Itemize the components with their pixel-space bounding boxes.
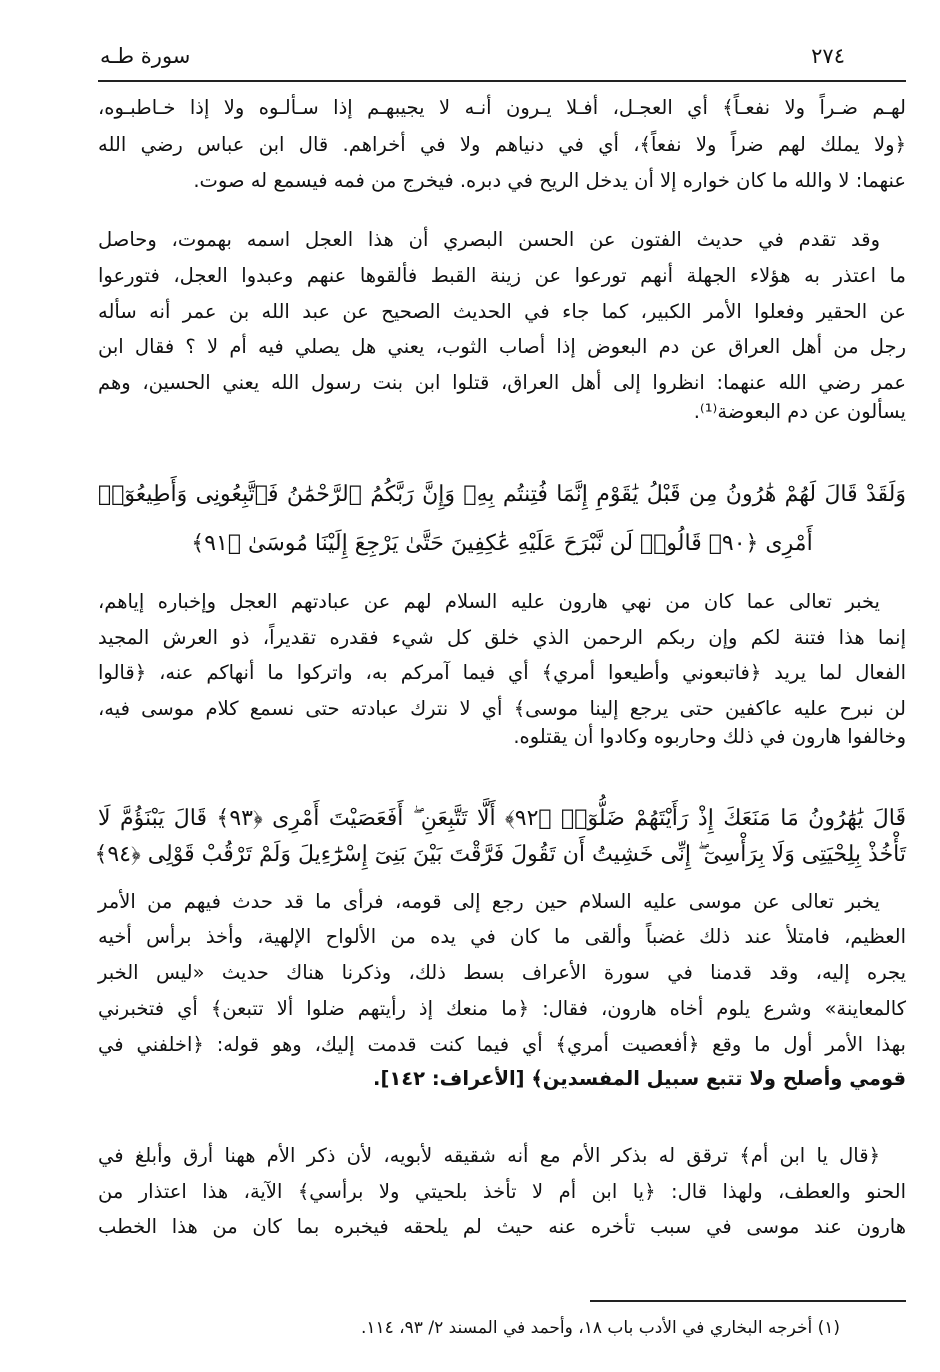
quran-verse-line: قَالَ يَٰهَٰرُونُ مَا مَنَعَكَ إِذْ رَأَيْتَهُمْ ضَلُّوٓا۟ ﴿٩٢﴾ أَلَّا تَتَّبِعَنِ ۖ أَفَعَصَيْتَ أَمْرِى ﴿٩٣﴾ قَالَ يَبْنَؤُمَّ لَا bbox=[98, 806, 906, 831]
text-line: الفعال لما يريد ﴿فاتبعوني وأطيعوا أمري﴾ أي فيما آمركم به، واتركوا ما أنهاكم عنه، ﴿قالوا bbox=[98, 661, 906, 684]
text-line: يجره إليه، وقد قدمنا في سورة الأعراف بسط ذلك، وذكرنا هناك حديث «ليس الخبر bbox=[98, 961, 906, 984]
text-line: ﴿ولا يملك لهم ضراً ولا نفعاً﴾، أي في دنياهم ولا في أخراهم. قال ابن عباس رضي الله bbox=[98, 133, 906, 156]
text-line: عن الحقير وفعلوا الأمر الكبير، كما جاء في الحديث الصحيح عن عبد الله بن عمر أنه سأله bbox=[98, 300, 906, 323]
text-line: ما اعتذر به هؤلاء الجهلة أنهم تورعوا عن زينة القبط فألقوها عنهم وعبدوا العجل، فتورعوا bbox=[98, 264, 906, 287]
text-line: ﴿قال يا ابن أم﴾ ترقق له بذكر الأم مع أنه شقيقه لأبويه، لأن ذكر الأم ههنا أرق وأبلغ في bbox=[98, 1144, 880, 1167]
footnote-rule bbox=[590, 1300, 906, 1302]
text-line: بهذا الأمر أول ما وقع ﴿أفعصيت أمري﴾ أي فيما كنت قدمت إليك، وهو قوله: ﴿اخلفني في bbox=[98, 1033, 906, 1056]
text-line: هارون عند موسى في سبب تأخره عنه حيث لم يلحقه فيخبره بما كان من هذا الخطب bbox=[98, 1215, 906, 1238]
text-line: لهـم ضـراً ولا نفعـاً﴾ أي العجـل، أفـلا يـرون أنـه لا يجيبهـم إذا سـألـوه ولا إذا خـاطبـوه، bbox=[98, 96, 906, 119]
text-line: عمر رضي الله عنهما: انظروا إلى أهل العراق، قتلوا ابن بنت رسول الله يعني الحسين، وهم bbox=[98, 371, 906, 394]
running-header-surah: سورة طـه bbox=[100, 44, 191, 68]
text-line: وقد تقدم في حديث الفتون عن الحسن البصري أن هذا العجل اسمه بهموت، وحاصل bbox=[98, 228, 880, 251]
quran-verse-line: أَمْرِى ﴿٩٠﴾ قَالُوا۟ لَن نَّبْرَحَ عَلَيْهِ عَٰكِفِينَ حَتَّىٰ يَرْجِعَ إِلَيْنَا مُوسَىٰ ﴿٩١﴾ bbox=[191, 531, 813, 556]
text-line: يسألون عن دم البعوضة⁽¹⁾. bbox=[693, 400, 906, 423]
text-line: رجل من أهل العراق عن دم البعوض إذا أصاب الثوب، يعني هل يصلي فيه أم لا ؟ فقال ابن bbox=[98, 335, 906, 358]
text-line: العظيم، فامتلأ عند ذلك غضباً وألقى ما كان في يده من الألواح الإلهية، وأخذ برأس أخيه bbox=[98, 925, 906, 948]
text-line: قومي وأصلح ولا تتبع سبيل المفسدين﴾ [الأعراف: ١٤٢]. bbox=[373, 1067, 906, 1090]
text-line: الحنو والعطف، ولهذا قال: ﴿يا ابن أم لا تأخذ بلحيتي ولا برأسي﴾ الآية، هذا اعتذار من bbox=[98, 1180, 906, 1203]
text-line: عنهما: لا والله ما كان خواره إلا أن يدخل الريح في دبره. فيخرج من فمه فيسمع له صوت. bbox=[193, 169, 906, 192]
header-rule bbox=[98, 80, 906, 82]
text-line: يخبر تعالى عن موسى عليه السلام حين رجع إلى قومه، فرأى ما قد حدث فيهم من الأمر bbox=[98, 890, 880, 913]
text-line: يخبر تعالى عما كان من نهي هارون عليه السلام لهم عن عبادتهم العجل وإخباره إياهم، bbox=[98, 590, 880, 613]
footnote: (١) أخرجه البخاري في الأدب باب ١٨، وأحمد في المسند ٢/ ٩٣، ١١٤. bbox=[360, 1318, 840, 1338]
text-line: وخالفوا هارون في ذلك وحاربوه وكادوا أن يقتلوه. bbox=[513, 725, 906, 748]
text-line: كالمعاينة» وشرع يلوم أخاه هارون، فقال: ﴿ما منعك إذ رأيتهم ضلوا ألا تتبعن﴾ أي فتخبرني bbox=[98, 997, 906, 1020]
text-line: لن نبرح عليه عاكفين حتى يرجع إلينا موسى﴾ أي لا نترك عبادته حتى نسمع كلام موسى فيه، bbox=[98, 697, 906, 720]
text-line: إنما هذا فتنة لكم وإن ربكم الرحمن الذي خلق كل شيء فقدره تقديراً، ذو العرش المجيد bbox=[98, 626, 906, 649]
quran-verse-line: وَلَقَدْ قَالَ لَهُمْ هَٰرُونُ مِن قَبْلُ يَٰقَوْمِ إِنَّمَا فُتِنتُم بِهِۦ وَإِنَّ رَبَّكُمُ ٱلرَّحْمَٰنُ فَٱتَّبِعُونِى وَأَطِيعُوٓا۟ bbox=[98, 482, 906, 507]
page-number: ٢٧٤ bbox=[811, 44, 845, 68]
quran-verse-line: تَأْخُذْ بِلِحْيَتِى وَلَا بِرَأْسِىٓ ۖ إِنِّى خَشِيتُ أَن تَقُولَ فَرَّقْتَ بَيْنَ بَنِىٓ إِسْرَٰٓءِيلَ وَلَمْ تَرْقُبْ قَوْلِى ﴿٩٤﴾ bbox=[94, 842, 906, 867]
